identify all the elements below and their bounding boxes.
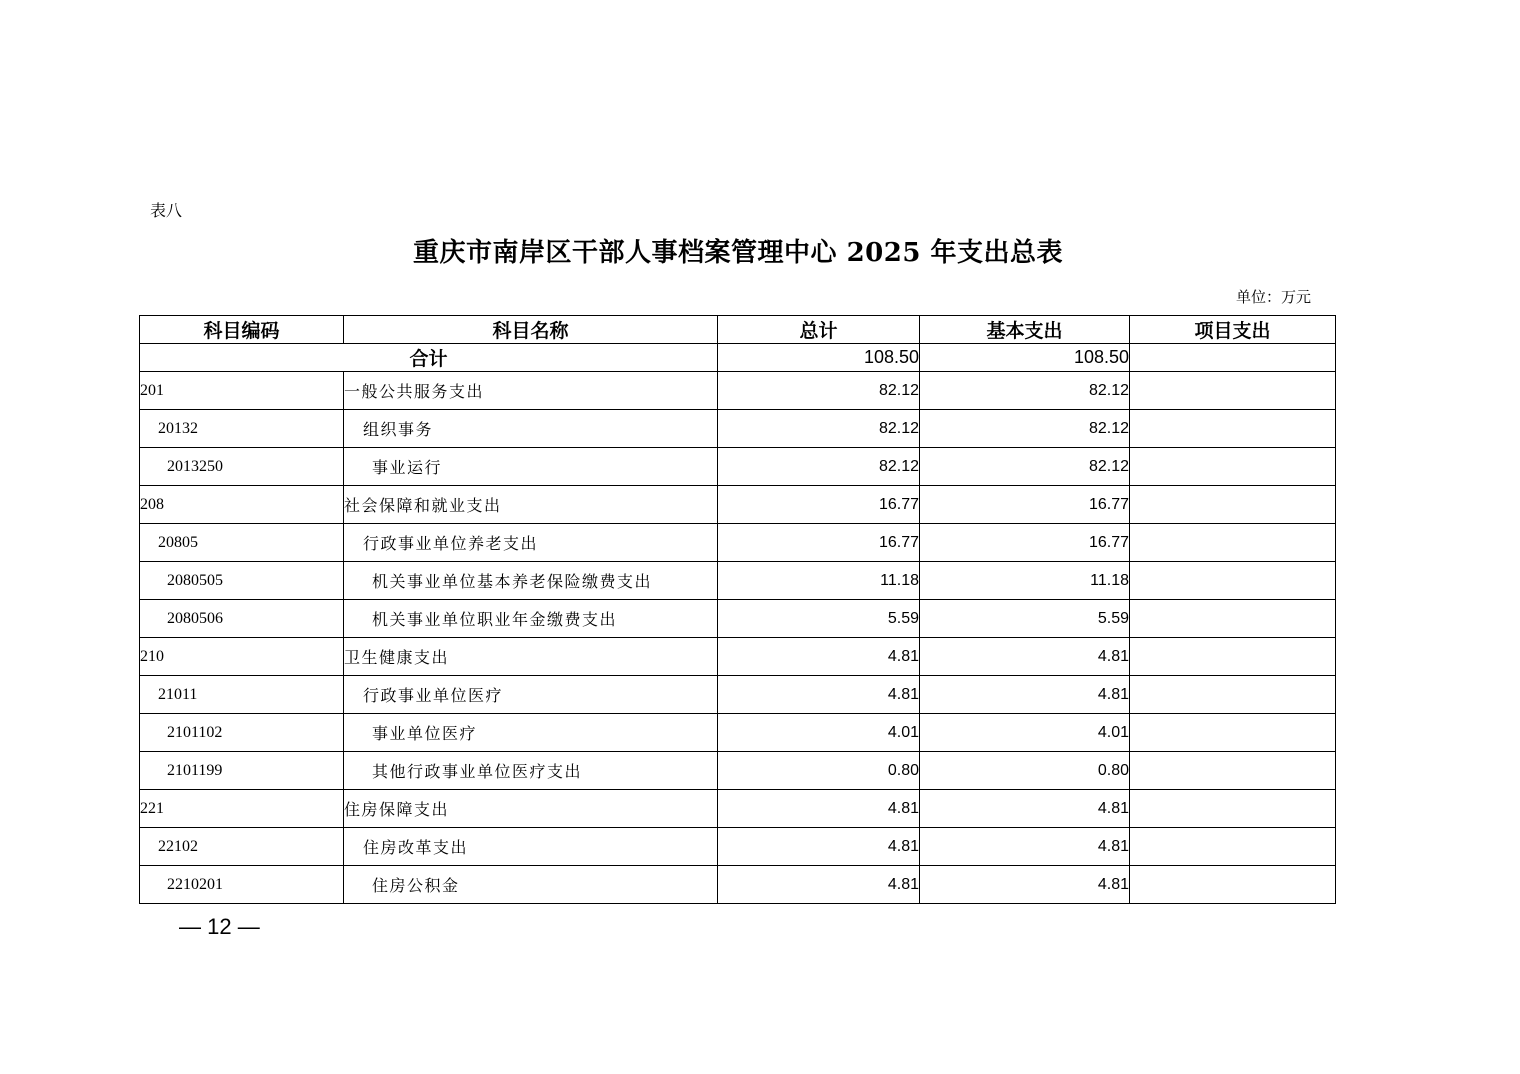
row-total: 4.81: [718, 638, 920, 676]
row-code: 2210201: [140, 866, 344, 904]
row-name: 组织事务: [344, 410, 718, 448]
unit-label: 单位：万元: [1236, 288, 1312, 306]
row-total: 4.81: [718, 866, 920, 904]
row-code: 20805: [140, 524, 344, 562]
page-number: — 12 —: [179, 914, 260, 939]
table-row: [140, 562, 1336, 600]
row-code: 2101102: [140, 714, 344, 752]
row-basic: 16.77: [920, 486, 1130, 524]
row-name: 卫生健康支出: [344, 638, 718, 676]
row-name: 住房改革支出: [344, 828, 718, 866]
row-basic: 0.80: [920, 752, 1130, 790]
row-basic: 4.81: [920, 638, 1130, 676]
row-project: [1130, 676, 1336, 714]
row-total: 82.12: [718, 410, 920, 448]
document-title: 重庆市南岸区干部人事档案管理中心 2025 年支出总表: [413, 238, 1063, 268]
row-name: 其他行政事业单位医疗支出: [344, 752, 718, 790]
row-basic: 16.77: [920, 524, 1130, 562]
table-row: [140, 866, 1336, 904]
table-row: [140, 714, 1336, 752]
table-row: [140, 752, 1336, 790]
table-row: [140, 790, 1336, 828]
row-name: 机关事业单位基本养老保险缴费支出: [344, 562, 718, 600]
row-code: 208: [140, 486, 344, 524]
row-project: [1130, 866, 1336, 904]
row-project: [1130, 828, 1336, 866]
row-code: 2101199: [140, 752, 344, 790]
row-total: 4.81: [718, 828, 920, 866]
row-basic: 82.12: [920, 410, 1130, 448]
row-code: 2013250: [140, 448, 344, 486]
table-row: [140, 410, 1336, 448]
row-name: 行政事业单位医疗: [344, 676, 718, 714]
row-total: 4.01: [718, 714, 920, 752]
row-total: 5.59: [718, 600, 920, 638]
row-code: 2080505: [140, 562, 344, 600]
row-total: 82.12: [718, 372, 920, 410]
row-total: 0.80: [718, 752, 920, 790]
row-total: 4.81: [718, 790, 920, 828]
header-project: 项目支出: [1130, 316, 1336, 344]
total-total: 108.50: [718, 344, 920, 372]
row-project: [1130, 410, 1336, 448]
row-total: 16.77: [718, 524, 920, 562]
row-basic: 82.12: [920, 372, 1130, 410]
row-project: [1130, 600, 1336, 638]
row-basic: 5.59: [920, 600, 1130, 638]
row-basic: 4.81: [920, 828, 1130, 866]
row-name: 社会保障和就业支出: [344, 486, 718, 524]
row-project: [1130, 448, 1336, 486]
row-name: 住房保障支出: [344, 790, 718, 828]
row-total: 4.81: [718, 676, 920, 714]
row-name: 事业单位医疗: [344, 714, 718, 752]
row-name: 住房公积金: [344, 866, 718, 904]
row-project: [1130, 562, 1336, 600]
total-basic: 108.50: [920, 344, 1130, 372]
total-project: [1130, 344, 1336, 372]
row-code: 20132: [140, 410, 344, 448]
header-code: 科目编码: [140, 316, 344, 344]
total-label: 合计: [140, 344, 718, 372]
total-row: [140, 344, 1336, 372]
table-row: [140, 372, 1336, 410]
table-row: [140, 600, 1336, 638]
table-number-label: 表八: [150, 201, 183, 220]
row-name: 一般公共服务支出: [344, 372, 718, 410]
row-project: [1130, 790, 1336, 828]
table-row: [140, 638, 1336, 676]
header-total: 总计: [718, 316, 920, 344]
row-name: 行政事业单位养老支出: [344, 524, 718, 562]
table-header-row: [140, 316, 1336, 344]
table-row: [140, 524, 1336, 562]
row-code: 221: [140, 790, 344, 828]
row-basic: 4.81: [920, 866, 1130, 904]
row-name: 机关事业单位职业年金缴费支出: [344, 600, 718, 638]
table-row: [140, 486, 1336, 524]
row-code: 201: [140, 372, 344, 410]
row-name: 事业运行: [344, 448, 718, 486]
row-project: [1130, 638, 1336, 676]
row-total: 82.12: [718, 448, 920, 486]
row-project: [1130, 486, 1336, 524]
row-code: 21011: [140, 676, 344, 714]
row-total: 11.18: [718, 562, 920, 600]
expenditure-table: [139, 315, 1336, 904]
row-basic: 4.01: [920, 714, 1130, 752]
row-project: [1130, 524, 1336, 562]
row-code: 210: [140, 638, 344, 676]
row-basic: 4.81: [920, 676, 1130, 714]
header-basic: 基本支出: [920, 316, 1130, 344]
row-basic: 4.81: [920, 790, 1130, 828]
table-row: [140, 676, 1336, 714]
row-basic: 82.12: [920, 448, 1130, 486]
row-project: [1130, 752, 1336, 790]
row-basic: 11.18: [920, 562, 1130, 600]
table-row: [140, 828, 1336, 866]
row-project: [1130, 372, 1336, 410]
row-code: 2080506: [140, 600, 344, 638]
row-project: [1130, 714, 1336, 752]
row-total: 16.77: [718, 486, 920, 524]
table-row: [140, 448, 1336, 486]
header-name: 科目名称: [344, 316, 718, 344]
row-code: 22102: [140, 828, 344, 866]
